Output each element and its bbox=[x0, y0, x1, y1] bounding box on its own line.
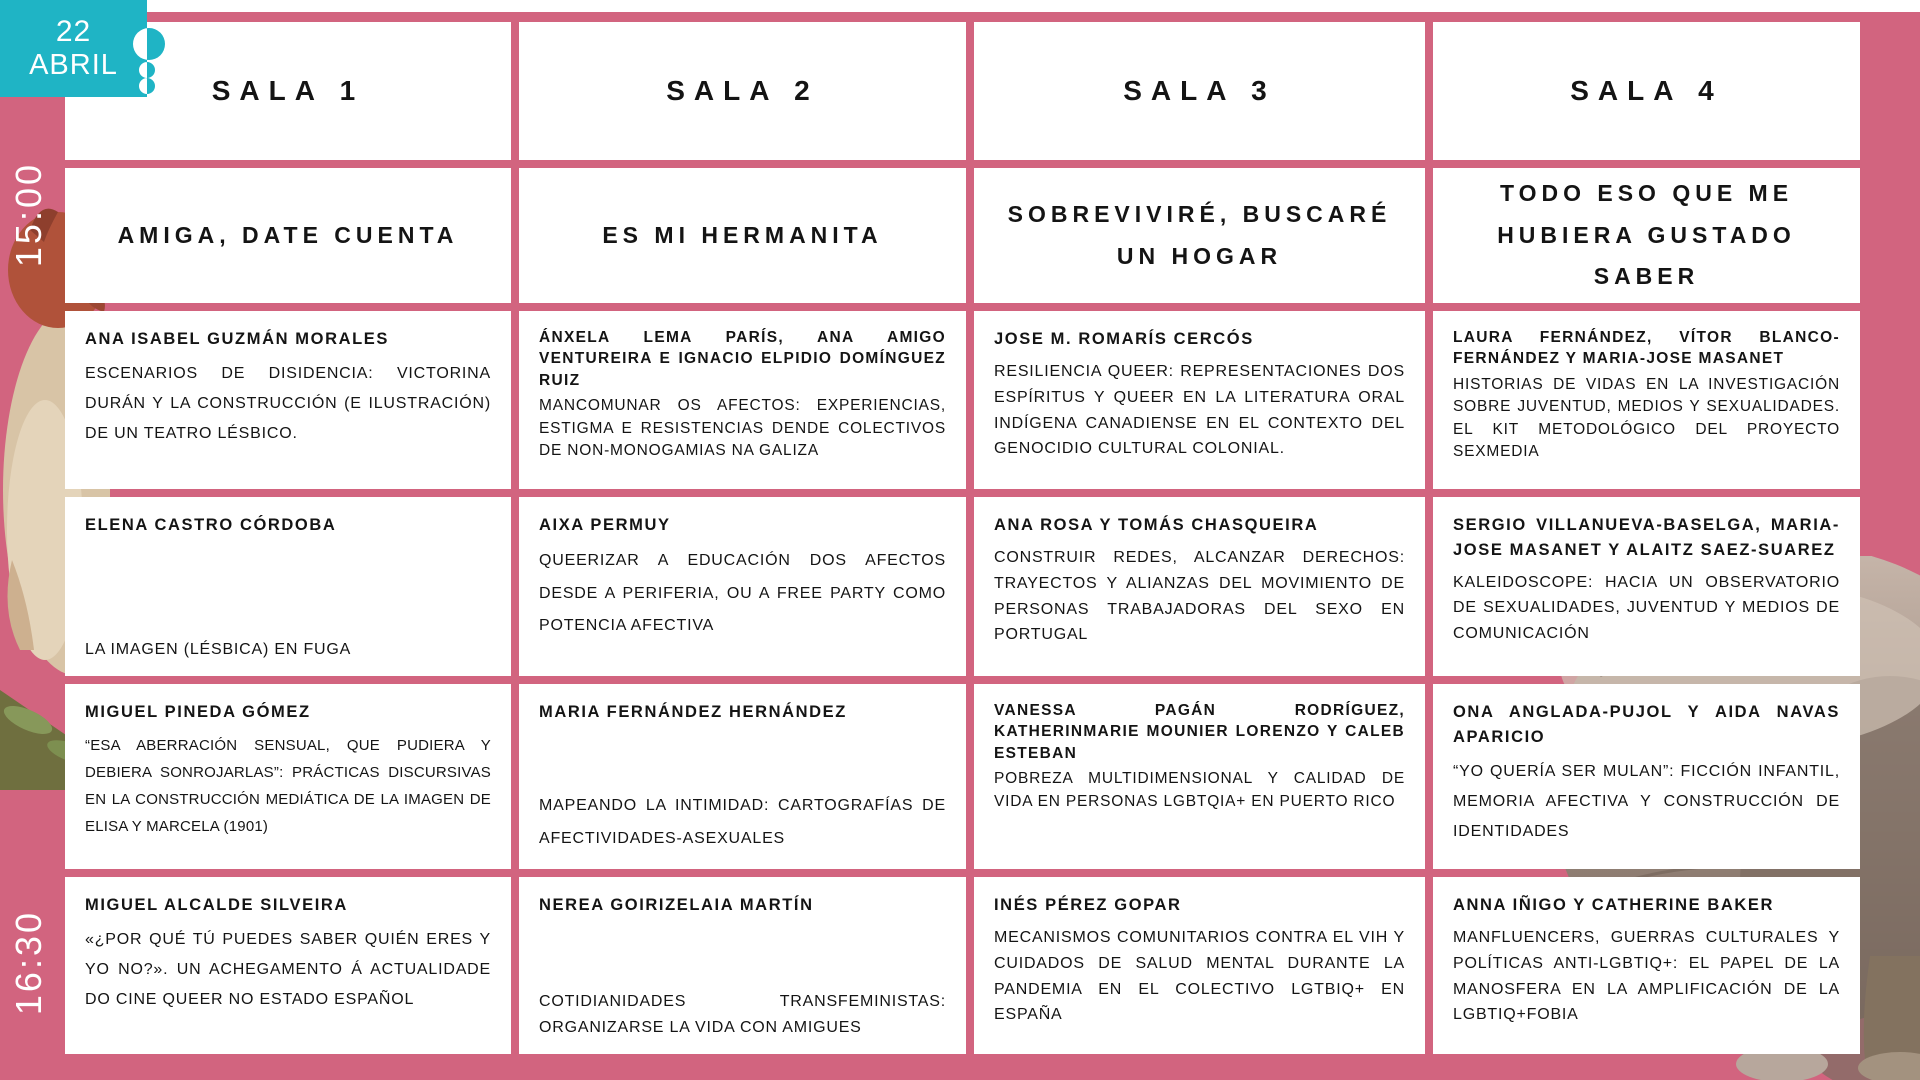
top-white-strip bbox=[0, 0, 1920, 12]
panel-title-text: AMIGA, DATE CUENTA bbox=[117, 221, 459, 248]
session-authors: JOSE M. ROMARÍS CERCÓS bbox=[994, 330, 1254, 348]
badge-day: 22 bbox=[55, 15, 92, 49]
date-badge bbox=[0, 0, 170, 100]
session-authors: ANA ISABEL GUZMÁN MORALES bbox=[85, 330, 389, 348]
session-title: MECANISMOS COMUNITARIOS CONTRA EL VIH Y CUIDADOS DE SALUD MENTAL DURANTE LA PANDEMIA EN EL COLECTIVO LGTBIQ+ EN ESPAÑA bbox=[994, 928, 1405, 1024]
session-cell bbox=[1433, 497, 1860, 676]
session-cell bbox=[65, 497, 511, 676]
session-title: KALEIDOSCOPE: HACIA UN OBSERVATORIO DE SEXUALIDADES, JUVENTUD Y MEDIOS DE COMUNICACIÓN bbox=[1453, 573, 1840, 643]
time-label-1500: 15:00 bbox=[8, 162, 49, 268]
session-authors: LAURA FERNÁNDEZ, VÍTOR BLANCO-FERNÁNDEZ Y MARIA-JOSE MASANET bbox=[1453, 329, 1840, 368]
session-cell bbox=[65, 684, 511, 869]
session-title: RESILIENCIA QUEER: REPRESENTACIONES DOS ESPÍRITUS Y QUEER EN LA LITERATURA ORAL INDÍGENA CANADIENSE EN EL CONTEXTO DEL GENOCIDIO CULTURAL COLONIAL. bbox=[994, 362, 1405, 458]
session-authors: ÁNXELA LEMA PARÍS, ANA AMIGO VENTUREIRA E IGNACIO ELPIDIO DOMÍNGUEZ RUIZ bbox=[539, 329, 946, 389]
session-authors: SERGIO VILLANUEVA-BASELGA, MARIA-JOSE MASANET Y ALAITZ SAEZ-SUAREZ bbox=[1453, 516, 1840, 559]
panel-title-sala-1 bbox=[65, 168, 511, 303]
session-authors: NEREA GOIRIZELAIA MARTÍN bbox=[539, 896, 814, 914]
session-authors: AIXA PERMUY bbox=[539, 516, 671, 534]
room-header-sala-4 bbox=[1433, 22, 1860, 160]
session-authors: MARIA FERNÁNDEZ HERNÁNDEZ bbox=[539, 703, 847, 721]
session-title: “ESA ABERRACIÓN SENSUAL, QUE PUDIERA Y DEBIERA SONROJARLAS”: PRÁCTICAS DISCURSIVAS EN LA CONSTRUCCIÓN MEDIÁTICA DE LA IMAGEN DE ELISA Y MARCELA (1901) bbox=[85, 736, 491, 835]
session-title: MAPEANDO LA INTIMIDAD: CARTOGRAFÍAS DE AFECTIVIDADES-ASEXUALES bbox=[539, 797, 946, 848]
room-label: SALA 3 bbox=[1123, 75, 1276, 106]
session-cell bbox=[974, 311, 1425, 489]
session-cell bbox=[1433, 311, 1860, 489]
session-cell bbox=[1433, 684, 1860, 869]
session-title: HISTORIAS DE VIDAS EN LA INVESTIGACIÓN SOBRE JUVENTUD, MEDIOS Y SEXUALIDADES. EL KIT METODOLÓGICO DEL PROYECTO SEXMEDIA bbox=[1453, 375, 1840, 461]
session-title: «¿POR QUÉ TÚ PUEDES SABER QUIÉN ERES Y YO NO?». UN ACHEGAMENTO Á ACTUALIDADE DO CINE QUEER NO ESTADO ESPAÑOL bbox=[85, 930, 491, 1008]
session-cell bbox=[65, 877, 511, 1054]
session-cell bbox=[65, 311, 511, 489]
session-cell bbox=[1433, 877, 1860, 1054]
session-cell bbox=[974, 497, 1425, 676]
session-authors: MIGUEL ALCALDE SILVEIRA bbox=[85, 896, 348, 914]
room-label: SALA 1 bbox=[211, 75, 365, 106]
session-authors: ANA ROSA Y TOMÁS CHASQUEIRA bbox=[994, 516, 1319, 534]
badge-month: ABRIL bbox=[29, 49, 118, 82]
panel-title-text: ES MI HERMANITA bbox=[602, 221, 883, 248]
session-title: ESCENARIOS DE DISIDENCIA: VICTORINA DURÁN Y LA CONSTRUCCIÓN (E ILUSTRACIÓN) DE UN TEATRO LÉSBICO. bbox=[85, 364, 491, 442]
session-title: COTIDIANIDADES TRANSFEMINISTAS: ORGANIZARSE LA VIDA CON AMIGUES bbox=[539, 993, 946, 1037]
panel-title-sala-3 bbox=[974, 168, 1425, 303]
schedule-grid bbox=[65, 22, 1860, 1054]
panel-title-sala-2 bbox=[519, 168, 966, 303]
session-cell bbox=[519, 311, 966, 489]
session-cell bbox=[974, 877, 1425, 1054]
session-title: LA IMAGEN (LÉSBICA) EN FUGA bbox=[85, 641, 352, 659]
panel-title-text: TODO ESO QUE ME HUBIERA GUSTADO SABER bbox=[1497, 180, 1796, 290]
panel-title-text: SOBREVIVIRÉ, BUSCARÉ UN HOGAR bbox=[1007, 201, 1392, 269]
session-authors: ONA ANGLADA-PUJOL Y AIDA NAVAS APARICIO bbox=[1453, 703, 1840, 746]
date-badge-text bbox=[0, 0, 147, 97]
room-label: SALA 2 bbox=[666, 75, 819, 106]
session-title: MANFLUENCERS, GUERRAS CULTURALES Y POLÍTICAS ANTI-LGBTIQ+: EL PAPEL DE LA MANOSFERA EN LA AMPLIFICACIÓN DE LA LGBTIQ+FOBIA bbox=[1453, 928, 1840, 1024]
session-authors: INÉS PÉREZ GOPAR bbox=[994, 896, 1182, 914]
session-authors: ANNA IÑIGO Y CATHERINE BAKER bbox=[1453, 896, 1775, 914]
session-title: POBREZA MULTIDIMENSIONAL Y CALIDAD DE VIDA EN PERSONAS LGBTQIA+ EN PUERTO RICO bbox=[994, 770, 1405, 810]
room-label: SALA 4 bbox=[1570, 75, 1723, 106]
session-authors: VANESSA PAGÁN RODRÍGUEZ, KATHERINMARIE MOUNIER LORENZO Y CALEB ESTEBAN bbox=[994, 702, 1405, 762]
session-cell bbox=[974, 684, 1425, 869]
session-cell bbox=[519, 684, 966, 869]
session-title: “YO QUERÍA SER MULAN”: FICCIÓN INFANTIL, MEMORIA AFECTIVA Y CONSTRUCCIÓN DE IDENTIDADES bbox=[1453, 762, 1840, 840]
session-authors: MIGUEL PINEDA GÓMEZ bbox=[85, 703, 311, 721]
time-label-1630: 16:30 bbox=[8, 910, 49, 1016]
session-cell bbox=[519, 497, 966, 676]
session-authors: ELENA CASTRO CÓRDOBA bbox=[85, 516, 337, 534]
room-header-sala-2 bbox=[519, 22, 966, 160]
session-title: CONSTRUIR REDES, ALCANZAR DERECHOS: TRAYECTOS Y ALIANZAS DEL MOVIMIENTO DE PERSONAS TRABAJADORAS DEL SEXO EN PORTUGAL bbox=[994, 548, 1405, 644]
session-cell bbox=[519, 877, 966, 1054]
room-header-sala-3 bbox=[974, 22, 1425, 160]
session-title: MANCOMUNAR OS AFECTOS: EXPERIENCIAS, ESTIGMA E RESISTENCIAS DENDE COLECTIVOS DE NON-MONOGAMIAS NA GALIZA bbox=[539, 397, 946, 460]
session-title: QUEERIZAR A EDUCACIÓN DOS AFECTOS DESDE A PERIFERIA, OU A FREE PARTY COMO POTENCIA AFECTIVA bbox=[539, 551, 946, 635]
panel-title-sala-4 bbox=[1433, 168, 1860, 303]
